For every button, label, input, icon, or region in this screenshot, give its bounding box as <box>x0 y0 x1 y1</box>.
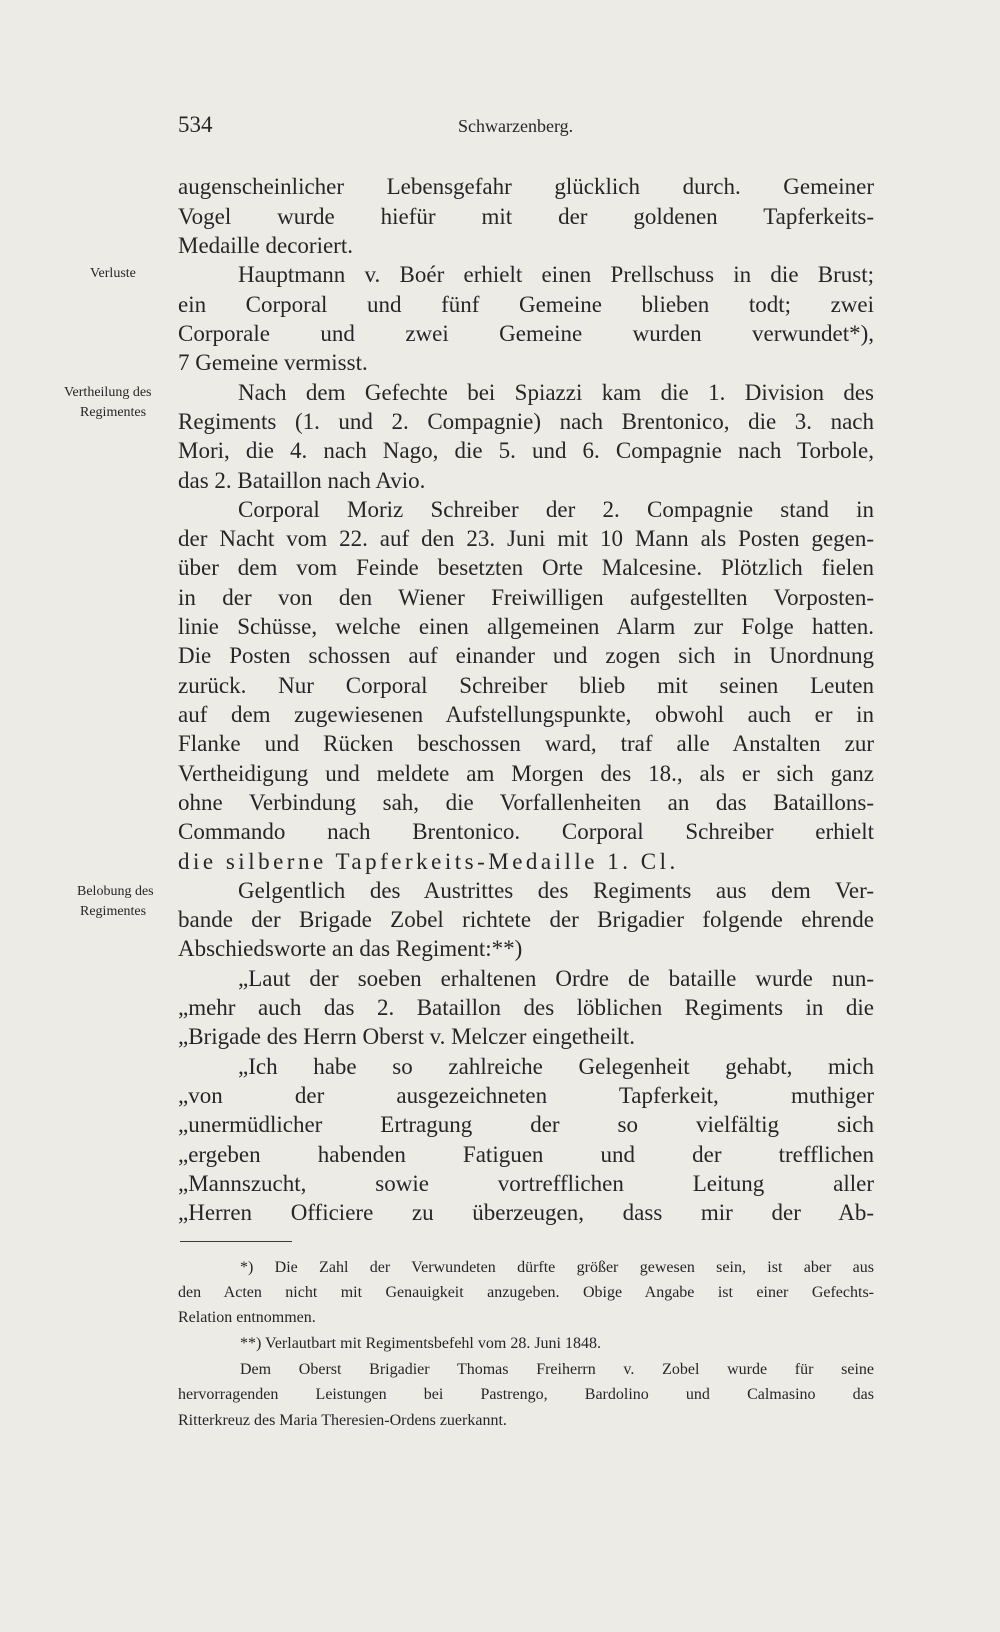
body-line: augenscheinlicher Lebensgefahr glücklich durch. Gemeiner <box>178 174 874 199</box>
body-line: Flanke und Rücken beschossen ward, traf alle Anstalten zur <box>178 731 874 756</box>
margin-note-vertheilung: Vertheilung des <box>64 385 152 400</box>
footnote-line: den Acten nicht mit Genauigkeit anzugeben. Obige Angabe ist einer Gefechts- <box>178 1284 874 1301</box>
body-line: Abschiedsworte an das Regiment:**) <box>178 936 523 961</box>
body-line: Mori, die 4. nach Nago, die 5. und 6. Compagnie nach Torbole, <box>178 438 874 463</box>
body-line: „Laut der soeben erhaltenen Ordre de bataille wurde nun- <box>238 966 874 991</box>
body-line: „ergeben habenden Fatiguen und der trefflichen <box>178 1142 874 1167</box>
body-line: Corporal Moriz Schreiber der 2. Compagnie stand in <box>238 497 874 522</box>
body-line: „Brigade des Herrn Oberst v. Melczer eingetheilt. <box>178 1024 636 1049</box>
body-line: ohne Verbindung sah, die Vorfallenheiten an das Bataillons- <box>178 790 874 815</box>
body-line: Nach dem Gefechte bei Spiazzi kam die 1. Division des <box>238 380 874 405</box>
body-line: Vogel wurde hiefür mit der goldenen Tapferkeits- <box>178 204 874 229</box>
body-line: die silberne Tapferkeits-Medaille 1. Cl. <box>178 849 679 874</box>
margin-note-verluste: Verluste <box>90 266 136 281</box>
footnote-line: Dem Oberst Brigadier Thomas Freiherrn v. Zobel wurde für seine <box>240 1361 874 1378</box>
footnote-line: hervorragenden Leistungen bei Pastrengo, Bardolino und Calmasino das <box>178 1386 874 1403</box>
body-line: zurück. Nur Corporal Schreiber blieb mit seinen Leuten <box>178 673 874 698</box>
footnote-line: Ritterkreuz des Maria Theresien-Ordens zuerkannt. <box>178 1412 507 1429</box>
footnote-line: *) Die Zahl der Verwundeten dürfte größer gewesen sein, ist aber aus <box>240 1259 874 1276</box>
body-line: „Herren Officiere zu überzeugen, dass mir der Ab- <box>178 1200 874 1225</box>
body-line: bande der Brigade Zobel richtete der Brigadier folgende ehrende <box>178 907 874 932</box>
body-line: Hauptmann v. Boér erhielt einen Prellschuss in die Brust; <box>238 262 874 287</box>
body-line: Corporale und zwei Gemeine wurden verwundet*), <box>178 321 874 346</box>
running-title: Schwarzenberg. <box>458 116 574 136</box>
body-line: „von der ausgezeichneten Tapferkeit, muthiger <box>178 1083 874 1108</box>
margin-note-belobung: Belobung des <box>77 884 154 899</box>
body-line: über dem vom Feinde besetzten Orte Malcesine. Plötzlich fielen <box>178 555 874 580</box>
footnote-rule <box>180 1241 292 1242</box>
body-line: linie Schüsse, welche einen allgemeinen Alarm zur Folge hatten. <box>178 614 874 639</box>
margin-note-regimentes-1: Regimentes <box>80 405 147 420</box>
running-head <box>178 112 874 146</box>
body-line: das 2. Bataillon nach Avio. <box>178 468 426 493</box>
body-line: Commando nach Brentonico. Corporal Schreiber erhielt <box>178 819 874 844</box>
body-line: in der von den Wiener Freiwilligen aufgestellten Vorposten- <box>178 585 874 610</box>
body-line: Gelgentlich des Austrittes des Regiments aus dem Ver- <box>238 878 874 903</box>
body-line: 7 Gemeine vermisst. <box>178 350 368 375</box>
body-line: „Ich habe so zahlreiche Gelegenheit gehabt, mich <box>238 1054 874 1079</box>
body-line: „mehr auch das 2. Bataillon des löblichen Regiments in die <box>178 995 874 1020</box>
body-line: Vertheidigung und meldete am Morgen des 18., als er sich ganz <box>178 761 874 786</box>
body-line: „Mannszucht, sowie vortrefflichen Leitung aller <box>178 1171 874 1196</box>
body-line: Regiments (1. und 2. Compagnie) nach Brentonico, die 3. nach <box>178 409 874 434</box>
margin-note-regimentes-2: Regimentes <box>80 904 147 919</box>
body-line: Die Posten schossen auf einander und zogen sich in Unordnung <box>178 643 874 668</box>
body-line: der Nacht vom 22. auf den 23. Juni mit 10 Mann als Posten gegen- <box>178 526 874 551</box>
footnote-line: Relation entnommen. <box>178 1309 316 1326</box>
body-line: auf dem zugewiesenen Aufstellungspunkte, obwohl auch er in <box>178 702 874 727</box>
body-line: „unermüdlicher Ertragung der so vielfältig sich <box>178 1112 874 1137</box>
body-line: ein Corporal und fünf Gemeine blieben todt; zwei <box>178 292 874 317</box>
footnote-line: **) Verlautbart mit Regimentsbefehl vom 28. Juni 1848. <box>240 1335 601 1352</box>
page-number: 534 <box>178 112 213 137</box>
body-line: Medaille decoriert. <box>178 233 353 258</box>
